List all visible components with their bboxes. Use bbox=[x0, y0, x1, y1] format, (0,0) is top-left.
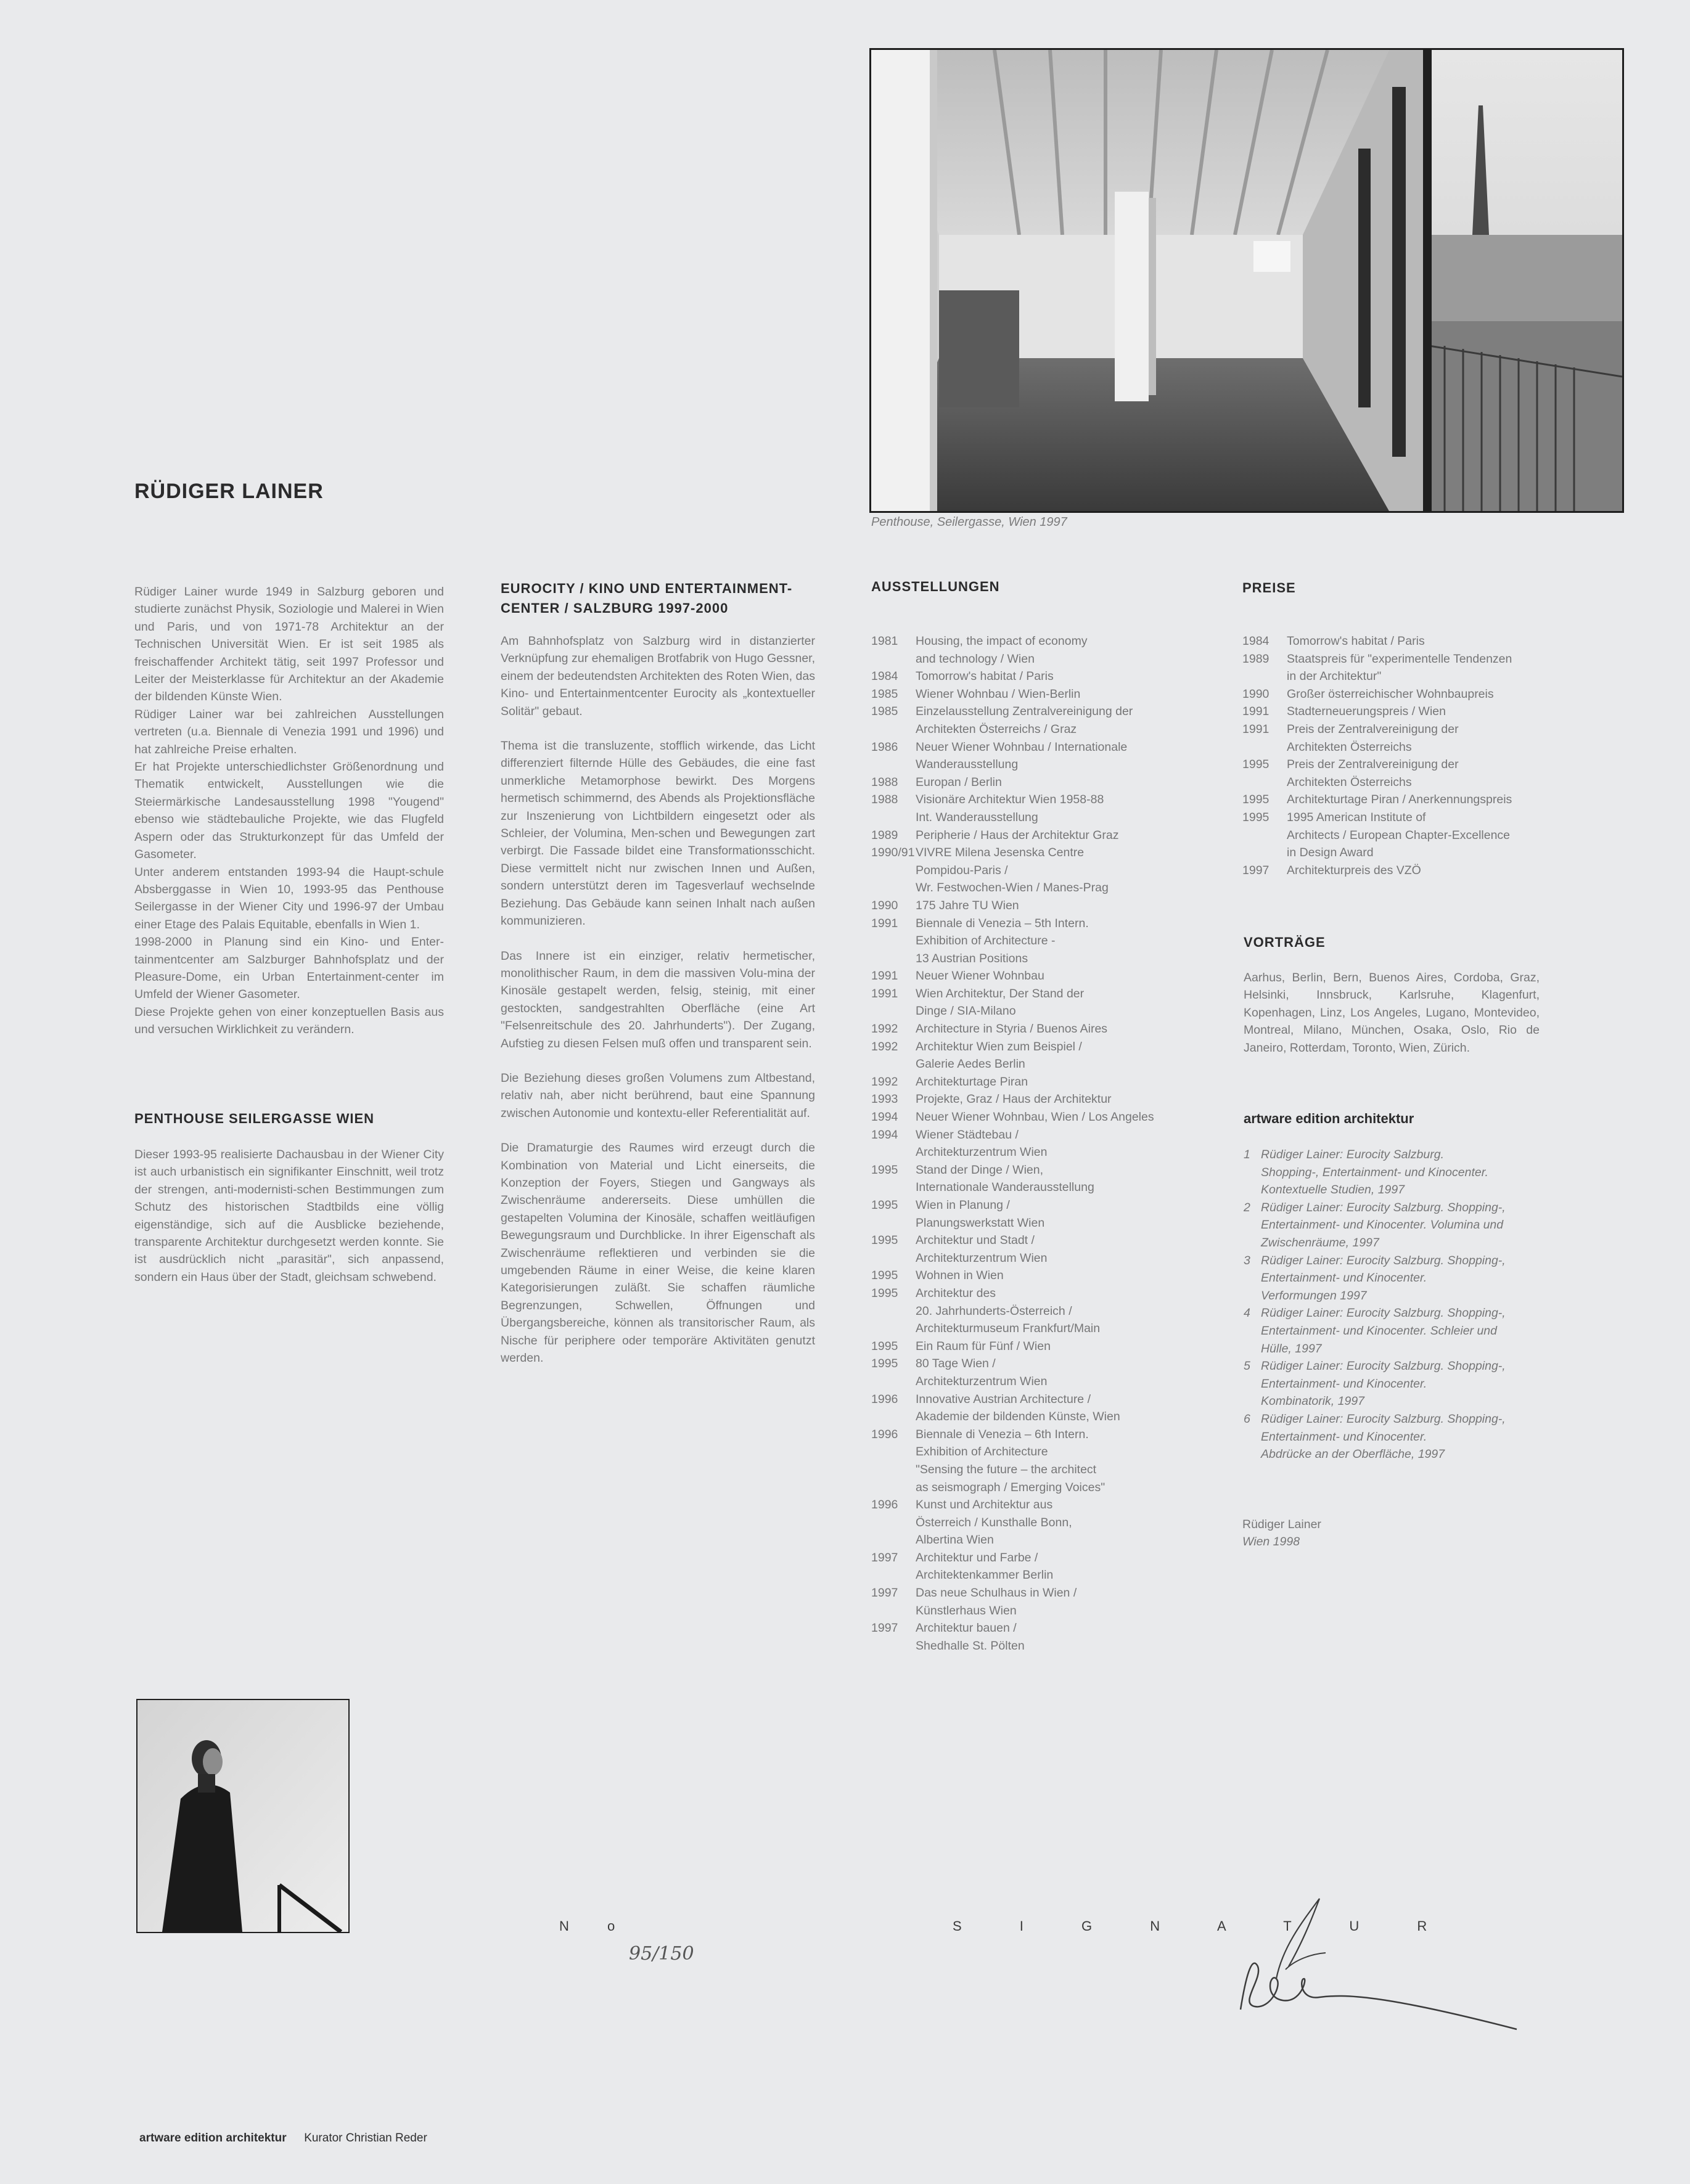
list-item-year: 1995 bbox=[871, 1286, 898, 1300]
list-item-text: Architekturtage Piran / Anerkennungspreis bbox=[1287, 793, 1512, 807]
list-item-year: 1984 bbox=[871, 669, 898, 684]
list-item bbox=[871, 1108, 1216, 1126]
artware-item-text: Rüdiger Lainer: Eurocity Salzburg. Shopping-, Entertainment- und Kinocenter. Verformungen 1997 bbox=[1261, 1253, 1506, 1303]
list-item-text: 1995 American Institute of Architects / European Chapter-Excellence in Design Award bbox=[1287, 810, 1511, 860]
bio-paragraph: Er hat Projekte unterschiedlichster Größenordnung und Thematik entwickelt, Ausstellungen wie die Steiermärkische Landesausstellung 1998 "Yougend" ebenso wie städtebauliche Projekte, wie das Flugfeld Aspern oder das Strukturkonzept für das Umfeld der Gasometer. bbox=[134, 760, 444, 862]
portrait-photo bbox=[136, 1699, 350, 1933]
list-item-year: 1995 bbox=[871, 1163, 898, 1177]
list-item-text: Wiener Wohnbau / Wien-Berlin bbox=[916, 687, 1081, 701]
penthouse-heading: PENTHOUSE SEILERGASSE WIEN bbox=[134, 1111, 375, 1126]
list-item-text: Neuer Wiener Wohnbau bbox=[916, 969, 1044, 983]
list-item bbox=[871, 1161, 1216, 1196]
list-item-text: Preis der Zentralvereinigung der Architekten Österreichs bbox=[1287, 758, 1459, 789]
eurocity-paragraph: Am Bahnhofsplatz von Salzburg wird in distanzierter Verknüpfung zur ehemaligen Brotfabrik von Hugo Gessner, einem der bedeutendsten Architekten des Roten Wien, das Kino- und Entertainmentcenter Eurocity als „kontextueller Solitär" gebaut. bbox=[501, 634, 815, 718]
list-item-year: 1995 bbox=[871, 1357, 898, 1371]
list-item bbox=[871, 1073, 1216, 1091]
list-item-text: Projekte, Graz / Haus der Architektur bbox=[916, 1092, 1112, 1106]
preise-list bbox=[1242, 632, 1563, 879]
list-item bbox=[871, 1020, 1216, 1038]
list-item-year: 1997 bbox=[871, 1550, 898, 1564]
bio-paragraph: Rüdiger Lainer wurde 1949 in Salzburg geboren und studierte zunächst Physik, Soziologie und Malerei in Wien und Paris, und von 1971-78 Architektur an der Technischen Universität Wien. Er ist seit 1985 als freischaffender Architekt tätig, seit 1997 Professor und Leiter der Meisterklasse für Architektur an der Akademie der bildenden Künste Wien. bbox=[134, 585, 444, 704]
footer-edition: artware edition architektur bbox=[139, 2132, 287, 2145]
list-item-text: Visionäre Architektur Wien 1958-88 Int. Wanderausstellung bbox=[916, 793, 1104, 824]
list-item-text: Kunst und Architektur aus Österreich / Kunsthalle Bonn, Albertina Wien bbox=[916, 1498, 1072, 1547]
list-item-year: 1996 bbox=[871, 1392, 898, 1406]
list-item bbox=[871, 967, 1216, 985]
artware-item-number: 6 bbox=[1244, 1412, 1250, 1426]
eurocity-paragraph: Die Dramaturgie des Raumes wird erzeugt durch die Kombination von Material und Licht einerseits, die Konzeption der Foyers, Stiegen und Gangways als Zwischenräume andererseits. Diese umhüllen die gestapelten Volumina der Kinosäle, schaffen weitläufigen Bewegungsraum und Durchblicke. In ihrer Eigenschaft als Zwischenräume reflektieren und verbinden sie die umgebenden Räume in einer Weise, die keine klaren Kategorisierungen zuläßt. Sie schaffen räumliche Begrenzungen, Schwellen, Öffnungen und Übergangsbereiche, können als transitorischer Raum, als Nische für periphere oder temporäre Aktivitäten genutzt werden. bbox=[501, 1141, 815, 1365]
list-item bbox=[871, 1038, 1216, 1073]
edition-number: 95/150 bbox=[629, 1943, 694, 1965]
list-item-text: Das neue Schulhaus in Wien / Künstlerhaus Wien bbox=[916, 1586, 1077, 1618]
list-item bbox=[871, 1338, 1216, 1356]
footer bbox=[139, 2132, 427, 2145]
ausstellungen-heading: AUSSTELLUNGEN bbox=[871, 579, 1000, 594]
eurocity-text bbox=[501, 632, 815, 1367]
list-item-year: 1992 bbox=[871, 1074, 898, 1089]
eurocity-paragraph: Thema ist die transluzente, stofflich wirkende, das Licht differenziert filternde Hülle des Gebäudes, die eine fast unmerkliche Metamorphose bewirkt. Des Morgens hermetisch schimmernd, des Abends als Projektionsfläche zur Inszenierung von Lichtbildern eingesetzt oder als Schleier, der Volumina, Men-schen und Bewegungen zart verbirgt. Die Fassade bildet eine Transformationsschicht. Diese vermittelt nicht nur zwischen Innen und Außen, sondern unterstützt deren im Tagesverlauf wechselnde Beziehung. Das Gebäude kann seinen Inhalt nach außen kommunizieren. bbox=[501, 739, 815, 928]
list-item-year: 1989 bbox=[871, 828, 898, 842]
artware-item bbox=[1244, 1146, 1552, 1199]
list-item-year: 1981 bbox=[871, 634, 898, 648]
artware-item bbox=[1244, 1304, 1552, 1357]
list-item-text: 175 Jahre TU Wien bbox=[916, 898, 1019, 912]
penthouse-photo bbox=[869, 48, 1624, 513]
list-item-year: 1984 bbox=[1242, 634, 1270, 648]
list-item bbox=[1242, 862, 1563, 880]
list-item-year: 1992 bbox=[871, 1039, 898, 1053]
artware-item-text: Rüdiger Lainer: Eurocity Salzburg. Shopping-, Entertainment- und Kinocenter. Kombinatorik, 1997 bbox=[1261, 1359, 1506, 1409]
list-item-year: 1990 bbox=[871, 898, 898, 912]
list-item bbox=[871, 1426, 1216, 1496]
photo-caption: Penthouse, Seilergasse, Wien 1997 bbox=[871, 515, 1067, 529]
penthouse-text: Dieser 1993-95 realisierte Dachausbau in der Wiener City ist auch urbanistisch ein signifikanter Einschnitt, weil trotz der strengen, anti-modernisti-schen Bestimmungen zum Schutz des historischen Stadtbilds eine völlig eigenständige, sich auf die Ausblicke beziehende, transparente Architektur durchgesetzt werden konnte. Sie ist ausdrücklich nicht „parasitär", sich anpassend, sondern ein Haus über der Stadt, gleichsam schwebend. bbox=[134, 1148, 444, 1284]
list-item-text: Wiener Städtebau / Architekturzentrum Wien bbox=[916, 1127, 1048, 1159]
list-item bbox=[871, 738, 1216, 774]
list-item-text: Europan / Berlin bbox=[916, 775, 1002, 789]
signatur-label: S I G N A T U R bbox=[953, 1918, 1454, 1934]
list-item bbox=[871, 1391, 1216, 1426]
list-item-text: Staatspreis für "experimentelle Tendenzen in der Architektur" bbox=[1287, 652, 1512, 684]
footer-curator: Kurator Christian Reder bbox=[304, 2132, 427, 2145]
vortraege-text: Aarhus, Berlin, Bern, Buenos Aires, Cordoba, Graz, Helsinki, Innsbruck, Karlsruhe, Klagenfurt, Kopenhagen, Linz, Los Angeles, Lugano, Montevideo, Montreal, Milano, München, Osaka, Oslo, Rio de Janeiro, Rotterdam, Toronto, Wien, Zürich. bbox=[1244, 971, 1540, 1055]
list-item-year: 1995 bbox=[871, 1269, 898, 1283]
list-item bbox=[871, 1267, 1216, 1285]
list-item-text: Ein Raum für Fünf / Wien bbox=[916, 1339, 1051, 1353]
list-item bbox=[871, 985, 1216, 1020]
preise-heading: PREISE bbox=[1242, 580, 1296, 595]
artware-item-number: 1 bbox=[1244, 1148, 1250, 1161]
list-item-text: Architecture in Styria / Buenos Aires bbox=[916, 1022, 1108, 1036]
list-item-year: 1996 bbox=[871, 1427, 898, 1441]
list-item-year: 1995 bbox=[871, 1198, 898, 1212]
artware-heading: artware edition architektur bbox=[1244, 1111, 1414, 1126]
bio-paragraph: Unter anderem entstanden 1993-94 die Haupt-schule Absberggasse in Wien 10, 1993-95 das Penthouse Seilergasse in der Wiener City und 1996-97 der Umbau einer Etage des Palais Equitable, ebenfalls in Wien 1. bbox=[134, 865, 444, 931]
list-item-text: Architektur bauen / Shedhalle St. Pölten bbox=[916, 1621, 1025, 1653]
bio-paragraph: 1998-2000 in Planung sind ein Kino- und Enter-tainmentcenter am Salzburger Bahnhofsplatz und der Pleasure-Dome, ein Urban Entertainment-center im Umfeld der Wiener Gasometer. bbox=[134, 935, 444, 1002]
list-item-year: 1991 bbox=[871, 986, 898, 1000]
list-item-year: 1988 bbox=[871, 775, 898, 789]
list-item-text: Biennale di Venezia – 5th Intern. Exhibition of Architecture - 13 Austrian Positions bbox=[916, 916, 1089, 965]
artware-item bbox=[1244, 1199, 1552, 1252]
list-item-year: 1997 bbox=[1242, 863, 1270, 877]
list-item-text: Wien Architektur, Der Stand der Dinge / SIA-Milano bbox=[916, 986, 1085, 1018]
artware-item-text: Rüdiger Lainer: Eurocity Salzburg. Shopping-, Entertainment- und Kinocenter. Abdrücke an der Oberfläche, 1997 bbox=[1261, 1412, 1506, 1462]
list-item bbox=[1242, 791, 1563, 809]
list-item-text: Einzelausstellung Zentralvereinigung der Architekten Österreichs / Graz bbox=[916, 705, 1133, 736]
penthouse-interior-image bbox=[871, 50, 1622, 511]
list-item-year: 1992 bbox=[871, 1022, 898, 1036]
list-item-year: 1991 bbox=[871, 969, 898, 983]
list-item bbox=[1242, 685, 1563, 703]
list-item bbox=[871, 844, 1216, 897]
list-item bbox=[1242, 632, 1563, 650]
list-item-year: 1995 bbox=[1242, 758, 1270, 772]
list-item-text: Architektur des 20. Jahrhunderts-Österreich / Architekturmuseum Frankfurt/Main bbox=[916, 1286, 1101, 1336]
artware-item-text: Rüdiger Lainer: Eurocity Salzburg. Shopping-, Entertainment- und Kinocenter. Kontextuelle Studien, 1997 bbox=[1261, 1148, 1488, 1197]
list-item bbox=[1242, 756, 1563, 791]
signature-image bbox=[1196, 1886, 1523, 2034]
list-item-year: 1988 bbox=[871, 793, 898, 807]
artware-item bbox=[1244, 1357, 1552, 1410]
list-item bbox=[871, 1619, 1216, 1654]
portrait-image bbox=[137, 1700, 348, 1932]
artware-item-number: 4 bbox=[1244, 1306, 1250, 1320]
list-item bbox=[1242, 650, 1563, 685]
eurocity-heading: EUROCITY / KINO UND ENTERTAINMENT-CENTER / SALZBURG 1997-2000 bbox=[501, 581, 793, 616]
list-item-text: VIVRE Milena Jesenska Centre Pompidou-Paris / Wr. Festwochen-Wien / Manes-Prag bbox=[916, 846, 1109, 895]
closing-place: Wien 1998 bbox=[1242, 1535, 1300, 1548]
list-item-year: 1985 bbox=[871, 705, 898, 719]
list-item-text: 80 Tage Wien / Architekturzentrum Wien bbox=[916, 1357, 1048, 1388]
list-item bbox=[1242, 721, 1563, 756]
list-item-text: Architekturpreis des VZÖ bbox=[1287, 863, 1421, 877]
list-item-text: Wohnen in Wien bbox=[916, 1269, 1004, 1283]
artist-name: RÜDIGER LAINER bbox=[134, 480, 324, 503]
list-item-text: Peripherie / Haus der Architektur Graz bbox=[916, 828, 1119, 842]
list-item-text: Innovative Austrian Architecture / Akademie der bildenden Künste, Wien bbox=[916, 1392, 1120, 1424]
list-item-year: 1994 bbox=[871, 1127, 898, 1142]
list-item-year: 1995 bbox=[1242, 810, 1270, 824]
list-item bbox=[1242, 703, 1563, 721]
list-item-year: 1995 bbox=[871, 1233, 898, 1248]
list-item bbox=[871, 1090, 1216, 1108]
list-item bbox=[871, 703, 1216, 738]
list-item bbox=[871, 632, 1216, 668]
list-item bbox=[871, 827, 1216, 845]
list-item-year: 1997 bbox=[871, 1621, 898, 1635]
edition-no-label: N o bbox=[559, 1918, 633, 1934]
list-item-year: 1994 bbox=[871, 1110, 898, 1124]
list-item-text: Biennale di Venezia – 6th Intern. Exhibition of Architecture "Sensing the future – the architect as seismograph / Emerging Voices" bbox=[916, 1427, 1105, 1494]
list-item-year: 1986 bbox=[871, 740, 898, 754]
list-item-year: 1985 bbox=[871, 687, 898, 701]
bio-paragraph: Rüdiger Lainer war bei zahlreichen Ausstellungen vertreten (u.a. Biennale di Venezia 1991 und 1996) und hat zahlreiche Preise erhalten. bbox=[134, 707, 444, 756]
list-item-text: Neuer Wiener Wohnbau / Internationale Wanderausstellung bbox=[916, 740, 1128, 772]
list-item bbox=[871, 897, 1216, 915]
list-item bbox=[871, 1285, 1216, 1338]
list-item bbox=[871, 668, 1216, 685]
list-item bbox=[871, 1355, 1216, 1390]
list-item-text: Stand der Dinge / Wien, Internationale Wanderausstellung bbox=[916, 1163, 1094, 1195]
eurocity-paragraph: Das Innere ist ein einziger, relativ hermetischer, monolithischer Raum, in dem die massiven Volu-mina der Kinosäle gestapelt werden, felsig, steinig, mit einer gestockten, sandgestrahlten Oberfläche (eine Art "Felsenreitschule des 20. Jahrhunderts"). Der Zugang, Aufstieg zu diesen Felsen muß offen und transparent sein. bbox=[501, 949, 815, 1050]
list-item-year: 1990/91 bbox=[871, 846, 915, 860]
artware-item bbox=[1244, 1410, 1552, 1463]
biography bbox=[134, 583, 444, 1039]
vortraege-heading: VORTRÄGE bbox=[1244, 935, 1326, 950]
list-item bbox=[871, 1584, 1216, 1619]
list-item-text: Neuer Wiener Wohnbau, Wien / Los Angeles bbox=[916, 1110, 1154, 1124]
list-item bbox=[871, 1549, 1216, 1584]
list-item-year: 1995 bbox=[871, 1339, 898, 1353]
list-item-year: 1991 bbox=[1242, 722, 1270, 736]
list-item-text: Wien in Planung / Planungswerkstatt Wien bbox=[916, 1198, 1045, 1230]
artware-list bbox=[1244, 1146, 1552, 1463]
list-item-text: Architektur und Stadt / Architekturzentrum Wien bbox=[916, 1233, 1048, 1265]
list-item-year: 1991 bbox=[1242, 705, 1270, 719]
artware-item-text: Rüdiger Lainer: Eurocity Salzburg. Shopping-, Entertainment- und Kinocenter. Schleier und Hülle, 1997 bbox=[1261, 1306, 1506, 1356]
artware-item-number: 2 bbox=[1244, 1200, 1250, 1214]
list-item-year: 1989 bbox=[1242, 652, 1270, 666]
list-item-text: Tomorrow's habitat / Paris bbox=[916, 669, 1054, 684]
list-item bbox=[871, 1496, 1216, 1549]
list-item-year: 1990 bbox=[1242, 687, 1270, 701]
list-item bbox=[871, 685, 1216, 703]
bio-paragraph: Diese Projekte gehen von einer konzeptuellen Basis aus und versuchen Wirklichkeit zu verändern. bbox=[134, 1005, 444, 1037]
list-item bbox=[871, 1232, 1216, 1267]
list-item-text: Stadterneuerungspreis / Wien bbox=[1287, 705, 1446, 719]
list-item-text: Architektur Wien zum Beispiel / Galerie Aedes Berlin bbox=[916, 1039, 1082, 1071]
list-item-text: Tomorrow's habitat / Paris bbox=[1287, 634, 1425, 648]
list-item-year: 1991 bbox=[871, 916, 898, 930]
closing-name: Rüdiger Lainer bbox=[1242, 1518, 1321, 1531]
list-item bbox=[871, 791, 1216, 826]
list-item-year: 1993 bbox=[871, 1092, 898, 1106]
ausstellungen-list bbox=[871, 632, 1216, 1654]
handwritten-signature bbox=[1196, 1886, 1523, 2034]
list-item-year: 1997 bbox=[871, 1586, 898, 1600]
eurocity-paragraph: Die Beziehung dieses großen Volumens zum Altbestand, relativ nah, aber nicht berührend, baut eine Spannung zwischen Autonomie und kontextu-eller Referentialität auf. bbox=[501, 1071, 815, 1120]
artware-item-text: Rüdiger Lainer: Eurocity Salzburg. Shopping-, Entertainment- und Kinocenter. Volumina und Zwischenräume, 1997 bbox=[1261, 1200, 1506, 1249]
artware-item-number: 5 bbox=[1244, 1359, 1250, 1373]
list-item-text: Housing, the impact of economy and technology / Wien bbox=[916, 634, 1088, 666]
list-item-year: 1995 bbox=[1242, 793, 1270, 807]
list-item bbox=[1242, 809, 1563, 862]
list-item-text: Architektur und Farbe / Architektenkammer Berlin bbox=[916, 1550, 1054, 1582]
artware-item-number: 3 bbox=[1244, 1253, 1250, 1267]
list-item-text: Architekturtage Piran bbox=[916, 1074, 1028, 1089]
list-item bbox=[871, 1126, 1216, 1161]
artware-item bbox=[1244, 1252, 1552, 1305]
list-item bbox=[871, 774, 1216, 791]
list-item-text: Preis der Zentralvereinigung der Architekten Österreichs bbox=[1287, 722, 1459, 754]
list-item bbox=[871, 915, 1216, 968]
list-item bbox=[871, 1196, 1216, 1232]
list-item-text: Großer österreichischer Wohnbaupreis bbox=[1287, 687, 1494, 701]
list-item-year: 1996 bbox=[871, 1498, 898, 1512]
